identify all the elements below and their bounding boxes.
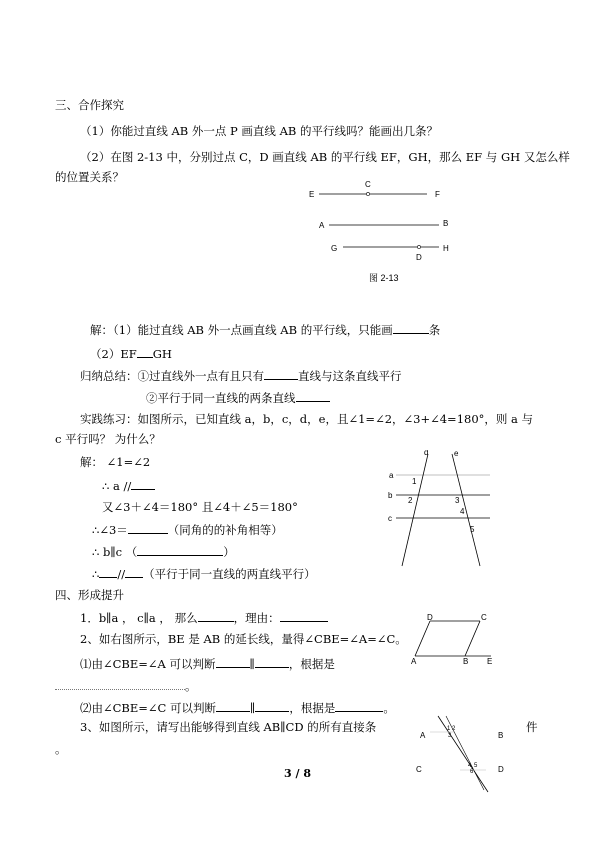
blank-1[interactable]: [393, 322, 429, 334]
blank-16[interactable]: [255, 700, 289, 712]
blank-3[interactable]: [264, 368, 298, 380]
item-3-period: 。: [55, 742, 67, 756]
blank-4[interactable]: [296, 390, 330, 402]
blank-14[interactable]: [55, 678, 185, 690]
label-a: a: [389, 471, 394, 480]
label-D: D: [416, 253, 422, 262]
label-F: F: [435, 190, 440, 199]
item-3-end: 件: [526, 720, 538, 734]
item-3: 3、如图所示，请写出能够得到直线 AB∥CD 的所有直接条: [80, 720, 377, 734]
label-5: 5: [474, 763, 478, 769]
blank-17[interactable]: [335, 700, 383, 712]
label-b: b: [388, 491, 393, 500]
label-6: 6: [470, 769, 474, 775]
label-1: 1: [412, 477, 417, 486]
blank-10[interactable]: [198, 610, 234, 622]
item-2: 2、如右图所示，BE 是 AB 的延长线，量得∠CBE=∠A=∠C。: [80, 632, 407, 646]
proof-4: ∴∠3＝ （同角的的补角相等）: [92, 523, 283, 537]
label-B: B: [443, 219, 449, 228]
blank-15[interactable]: [216, 700, 250, 712]
question-2-line2: 的位置关系？: [55, 170, 124, 184]
label-3: 3: [455, 496, 460, 505]
label-A: A: [420, 731, 426, 740]
figure-transversal: [410, 712, 515, 794]
section4-heading: 四、形成提升: [55, 588, 124, 602]
summary-1: 归纳总结：①过直线外一点有且只有 直线与这条直线平行: [80, 369, 402, 383]
blank-13[interactable]: [255, 656, 289, 668]
item-2-1: ⑴由∠CBE=∠A 可以判断 ∥ ，根据是: [80, 657, 335, 671]
label-B: B: [463, 657, 469, 666]
proof-2: ∴ a //: [102, 478, 155, 493]
label-2: 2: [452, 726, 456, 732]
question-2-line1: （2）在图 2-13 中，分别过点 C，D 画直线 AB 的平行线 EF，GH，那么 EF 与 GH 又怎么样: [80, 150, 570, 164]
label-D: D: [498, 765, 504, 774]
item-2-2: ⑵由∠CBE=∠C 可以判断 ∥ ，根据是 。: [80, 701, 395, 715]
section3-heading: 三、合作探究: [55, 98, 124, 112]
blank-9[interactable]: [125, 566, 143, 578]
label-A: A: [411, 657, 417, 666]
label-4: 4: [460, 507, 465, 516]
label-e: e: [454, 450, 459, 458]
blank-12[interactable]: [216, 656, 250, 668]
proof-3: 又∠3＋∠4＝180° 且∠4＋∠5＝180°: [102, 500, 298, 514]
blank-8[interactable]: [99, 566, 117, 578]
label-A: A: [319, 221, 325, 230]
label-E: E: [309, 190, 315, 199]
blank-7[interactable]: [137, 544, 223, 556]
label-C: C: [365, 180, 371, 189]
label-C: C: [481, 613, 487, 622]
figure-parallel-lines: [380, 450, 495, 570]
practice-line1: 实践练习：如图所示，已知直线 a，b，c，d，e，且∠1=∠2，∠3+∠4=180°，则 a 与: [80, 412, 534, 426]
proof-5: ∴ b∥c （ ）: [92, 545, 235, 559]
label-1: 1: [447, 726, 451, 732]
question-1: （1）你能过直线 AB 外一点 P 画直线 AB 的平行线吗？能画出几条？: [80, 124, 438, 138]
blank-2[interactable]: [137, 346, 153, 358]
figure-parallelogram: [405, 612, 500, 670]
practice-line2: c 平行吗？ 为什么？: [55, 432, 161, 446]
label-H: H: [443, 244, 449, 253]
label-B: B: [498, 731, 504, 740]
proof-6: ∴ // （平行于同一直线的两直线平行）: [92, 567, 316, 581]
label-4: 4: [468, 763, 472, 769]
label-D: D: [427, 613, 433, 622]
label-2: 2: [408, 496, 413, 505]
solution-2: （2）EF GH: [90, 347, 172, 361]
solution-1: 解：（1）能过直线 AB 外一点画直线 AB 的平行线，只能画 条: [90, 323, 441, 337]
item-2-1-cont: 。: [55, 678, 197, 693]
blank-6[interactable]: [128, 522, 168, 534]
label-d: d: [424, 450, 429, 457]
label-G: G: [331, 244, 338, 253]
page-number: 3 / 8: [284, 767, 311, 780]
label-E: E: [487, 657, 493, 666]
figure-caption: 图 2-13: [369, 273, 399, 283]
label-5: 5: [470, 525, 475, 534]
blank-11[interactable]: [280, 610, 328, 622]
label-3: 3: [448, 733, 452, 739]
label-c: c: [388, 514, 392, 523]
blank-5[interactable]: [131, 478, 155, 490]
figure-2-13: [305, 178, 455, 293]
label-C: C: [416, 765, 422, 774]
item-1: 1．b∥a ， c∥a ， 那么 ，理由：: [80, 610, 328, 625]
proof-1: 解： ∠1=∠2: [80, 455, 151, 469]
summary-2: ②平行于同一直线的两条直线: [146, 390, 330, 405]
